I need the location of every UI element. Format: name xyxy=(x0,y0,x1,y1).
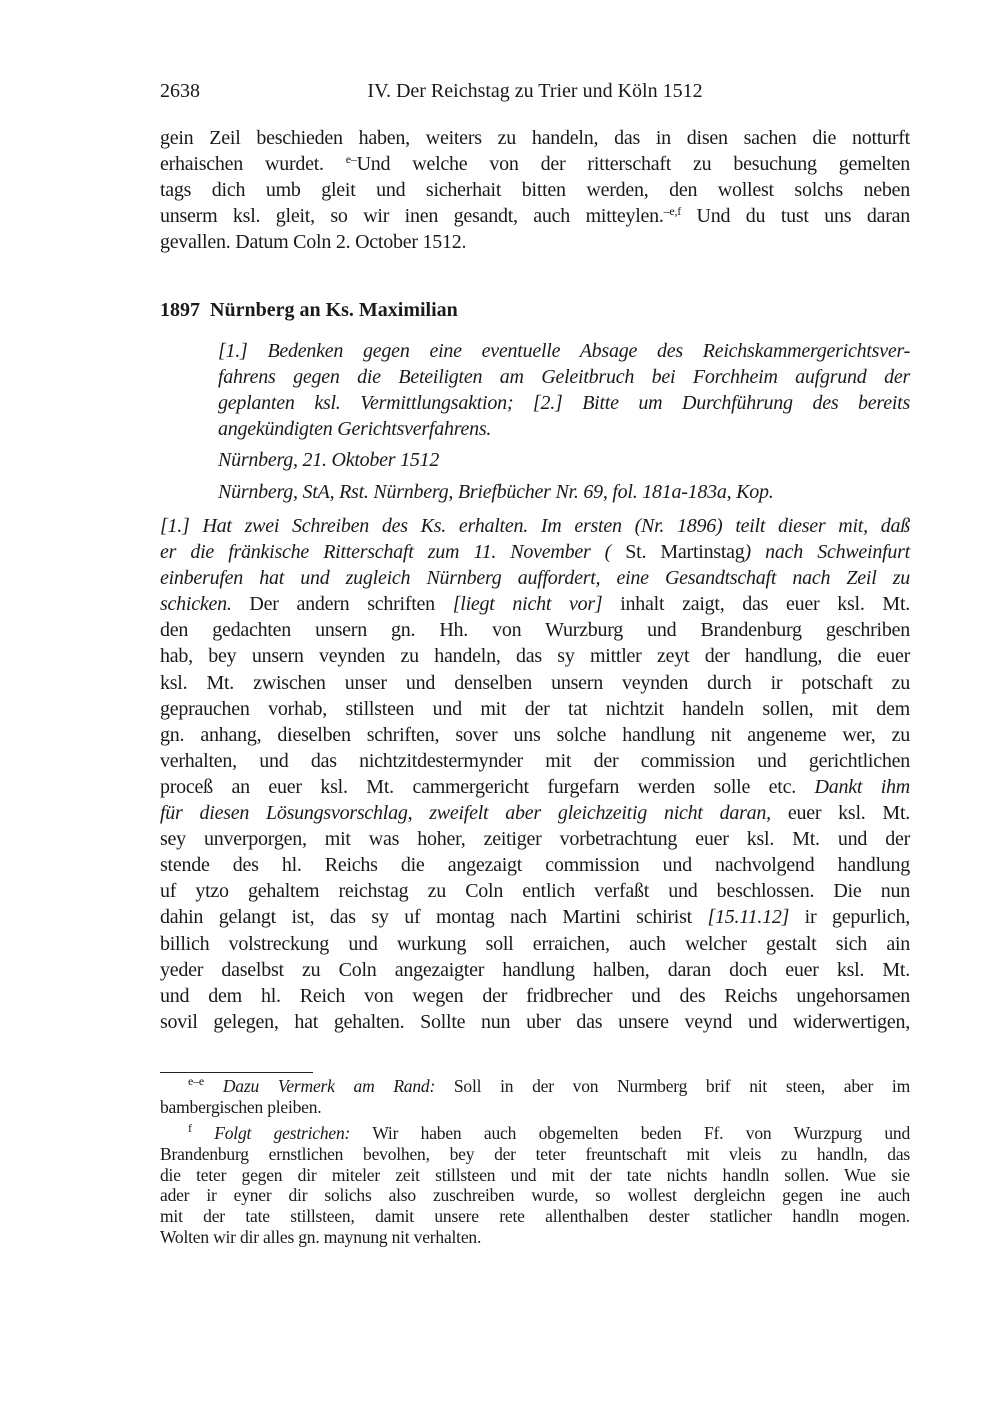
text-segment: sovil gelegen, hat gehalten. Sollte nun uber das unsere veynd und widerwertigen, xyxy=(160,1010,910,1033)
text-line xyxy=(160,1227,910,1248)
text-line xyxy=(218,416,910,442)
text-segment: angekündigten Gerichtsverfahrens. xyxy=(218,418,492,441)
text-line xyxy=(160,722,910,748)
text-segment: geplanten ksl. Vermittlungsaktion; [2.] Bitte um Durchführung des bereits xyxy=(218,392,910,415)
document-heading xyxy=(160,299,458,322)
text-segment: St. Martinstag xyxy=(611,541,745,564)
text-segment: [liegt nicht vor] xyxy=(452,593,603,616)
text-segment: bambergischen pleiben. xyxy=(160,1096,322,1117)
text-line xyxy=(160,125,910,151)
text-segment: Brandenburg ernstlichen bevolhen, bey der teter freuntschaft mit vleis zu handln, das xyxy=(160,1143,910,1164)
text-segment: sey unverporgen, mit was hoher, zeitiger vorbetrachtung euer ksl. Mt. und der xyxy=(160,828,910,851)
intro-paragraph xyxy=(160,125,910,255)
text-line xyxy=(160,513,910,539)
text-line xyxy=(160,643,910,669)
text-segment: fahrens gegen die Beteiligten am Geleitbruch bei Forchheim aufgrund der xyxy=(218,366,910,389)
text-segment: billich volstreckung und wurkung soll erraichen, auch welcher gestalt sich ain xyxy=(160,932,910,955)
text-line xyxy=(160,904,910,930)
text-segment: gn. anhang, dieselben schriften, sover uns solche handlung nit angeneme wer, zu xyxy=(160,723,910,746)
text-segment: und dem hl. Reich von wegen der fridbrecher und des Reichs ungehorsamen xyxy=(160,984,910,1007)
text-segment: mit der tate stillsteen, damit unsere rete allenthalben dester statlicher handln mogen. xyxy=(160,1206,910,1227)
text-line xyxy=(160,1123,910,1144)
footnote-f xyxy=(160,1123,910,1248)
text-line xyxy=(160,748,910,774)
document-summary xyxy=(218,338,910,442)
document-number: 1897 xyxy=(160,299,200,321)
text-line xyxy=(160,1009,910,1035)
text-segment: ader ir eyner dir solichs also zuschreiben wurde, so wollest dergleichn gegen ine auch xyxy=(160,1185,910,1206)
text-segment: er die fränkische Ritterschaft zum 11. November ( xyxy=(160,541,612,564)
text-line xyxy=(160,203,910,229)
footnote-e xyxy=(160,1076,910,1118)
text-line xyxy=(218,338,910,364)
text-segment: den gedachten unsern gn. Hh. von Wurzburg und Brandenburg geschriben xyxy=(160,619,910,642)
text-segment xyxy=(160,1076,188,1096)
text-line xyxy=(160,565,910,591)
text-segment: schicken. xyxy=(160,593,232,616)
text-segment: ) nach Schweinfurt xyxy=(744,541,910,564)
text-line xyxy=(218,390,910,416)
text-segment: die teter gegen dir miteler zeit stillsteen und mit der tate nichts handln sollen. Wue sie xyxy=(160,1164,910,1185)
text-segment: dahin gelangt ist, das sy uf montag nach Martini schirist xyxy=(160,906,708,929)
text-segment: gein Zeil beschieden haben, weiters zu handeln, das in disen sachen die notturft xyxy=(160,127,910,149)
text-line xyxy=(160,177,910,203)
text-segment: yeder daselbst zu Coln angezaigter handlung halben, daran doch euer ksl. Mt. xyxy=(160,958,910,981)
page-number: 2638 xyxy=(160,80,200,102)
text-segment: ir gepurlich, xyxy=(789,906,910,929)
text-segment: unserm ksl. gleit, so wir inen gesandt, auch mitteylen. xyxy=(160,205,664,228)
text-segment: proceß an euer ksl. Mt. cammergericht furgefarn werden solle etc. xyxy=(160,775,815,798)
text-segment: tags dich umb gleit und sicherhait bitten werden, den wollest solchs neben xyxy=(160,179,910,202)
running-head: IV. Der Reichstag zu Trier und Köln 1512 xyxy=(367,80,703,102)
text-line xyxy=(160,826,910,852)
document-date: Nürnberg, 21. Oktober 1512 xyxy=(218,449,440,471)
text-segment: Dankt ihm xyxy=(814,775,910,798)
text-line xyxy=(218,364,910,390)
text-segment: [1.] Hat zwei Schreiben des Ks. erhalten. Im ersten (Nr. 1896) teilt dieser mit, daß xyxy=(160,515,910,537)
footnote-marker: –e,f xyxy=(663,204,681,219)
text-line xyxy=(160,151,910,177)
text-segment: [15.11.12] xyxy=(707,906,790,929)
text-segment: euer ksl. Mt. xyxy=(770,802,911,825)
text-line xyxy=(160,852,910,878)
text-segment: uf ytzo gehaltem reichstag zu Coln entlich verfaßt und beschlossen. Die nun xyxy=(160,880,910,903)
footnote-separator xyxy=(160,1072,313,1073)
text-segment: Und welche von der ritterschaft zu besuchung gemelten xyxy=(356,153,910,176)
text-segment: [1.] Bedenken gegen eine eventuelle Absage des Reichskammergerichtsver- xyxy=(218,340,910,362)
text-segment: Wolten wir dir alles gn. maynung nit verhalten. xyxy=(160,1226,482,1247)
text-line xyxy=(160,957,910,983)
text-line xyxy=(160,617,910,643)
text-segment: gevallen. Datum Coln 2. October 1512. xyxy=(160,231,467,254)
text-segment xyxy=(160,1123,188,1143)
text-line xyxy=(160,1144,910,1165)
text-line xyxy=(160,1165,910,1186)
text-line xyxy=(160,539,910,565)
text-segment: für diesen Lösungsvorschlag, zweifelt aber gleichzeitig nicht daran, xyxy=(160,802,771,825)
text-line xyxy=(160,931,910,957)
text-segment: verhalten, und das nichtzitdestermynder mit der commission und gerichtlichen xyxy=(160,749,910,772)
footnote-marker: f xyxy=(188,1121,192,1135)
text-segment: Soll in der von Nurmberg brif nit steen, aber im xyxy=(435,1076,910,1096)
text-segment: Und du tust uns daran xyxy=(680,205,910,228)
text-line xyxy=(160,774,910,800)
main-text xyxy=(160,513,910,1035)
text-segment: Wir haben auch obgemelten beden Ff. von Wurzpurg und xyxy=(350,1123,911,1143)
text-line xyxy=(160,800,910,826)
text-line xyxy=(160,878,910,904)
page-header xyxy=(160,80,910,106)
document-source: Nürnberg, StA, Rst. Nürnberg, Briefbücher Nr. 69, fol. 181a-183a, Kop. xyxy=(218,481,774,503)
text-segment: Dazu Vermerk am Rand: xyxy=(204,1076,436,1096)
text-line xyxy=(160,696,910,722)
text-segment: ksl. Mt. zwischen unser und denselben unsern veynden durch ir potschaft zu xyxy=(160,671,910,694)
text-segment: hab, bey unsern veynden zu handeln, das sy mittler zeyt der handlung, die euer xyxy=(160,645,910,668)
text-segment: inhalt zaigt, das euer ksl. Mt. xyxy=(602,593,911,616)
footnote-marker: e–e xyxy=(188,1074,205,1088)
text-segment: einberufen hat und zugleich Nürnberg auffordert, eine Gesandtschaft nach Zeil zu xyxy=(160,567,910,590)
footnote-marker: e– xyxy=(345,152,357,167)
text-segment: Folgt gestrichen: xyxy=(191,1123,351,1143)
text-segment: geprauchen vorhab, stillsteen und mit der tat nichtzit handeln sollen, mit dem xyxy=(160,697,910,720)
text-line xyxy=(160,1076,910,1097)
text-line xyxy=(160,229,910,255)
text-segment: stende des hl. Reichs die angezaigt commission und nachvolgend handlung xyxy=(160,854,910,877)
text-line xyxy=(160,670,910,696)
text-segment: erhaischen wurdet. xyxy=(160,153,346,176)
text-line xyxy=(160,983,910,1009)
text-line xyxy=(160,1185,910,1206)
text-line xyxy=(160,1206,910,1227)
document-title: Nürnberg an Ks. Maximilian xyxy=(210,299,458,321)
text-segment: Der andern schriften xyxy=(231,593,453,616)
text-line xyxy=(160,1097,910,1118)
text-line xyxy=(160,591,910,617)
